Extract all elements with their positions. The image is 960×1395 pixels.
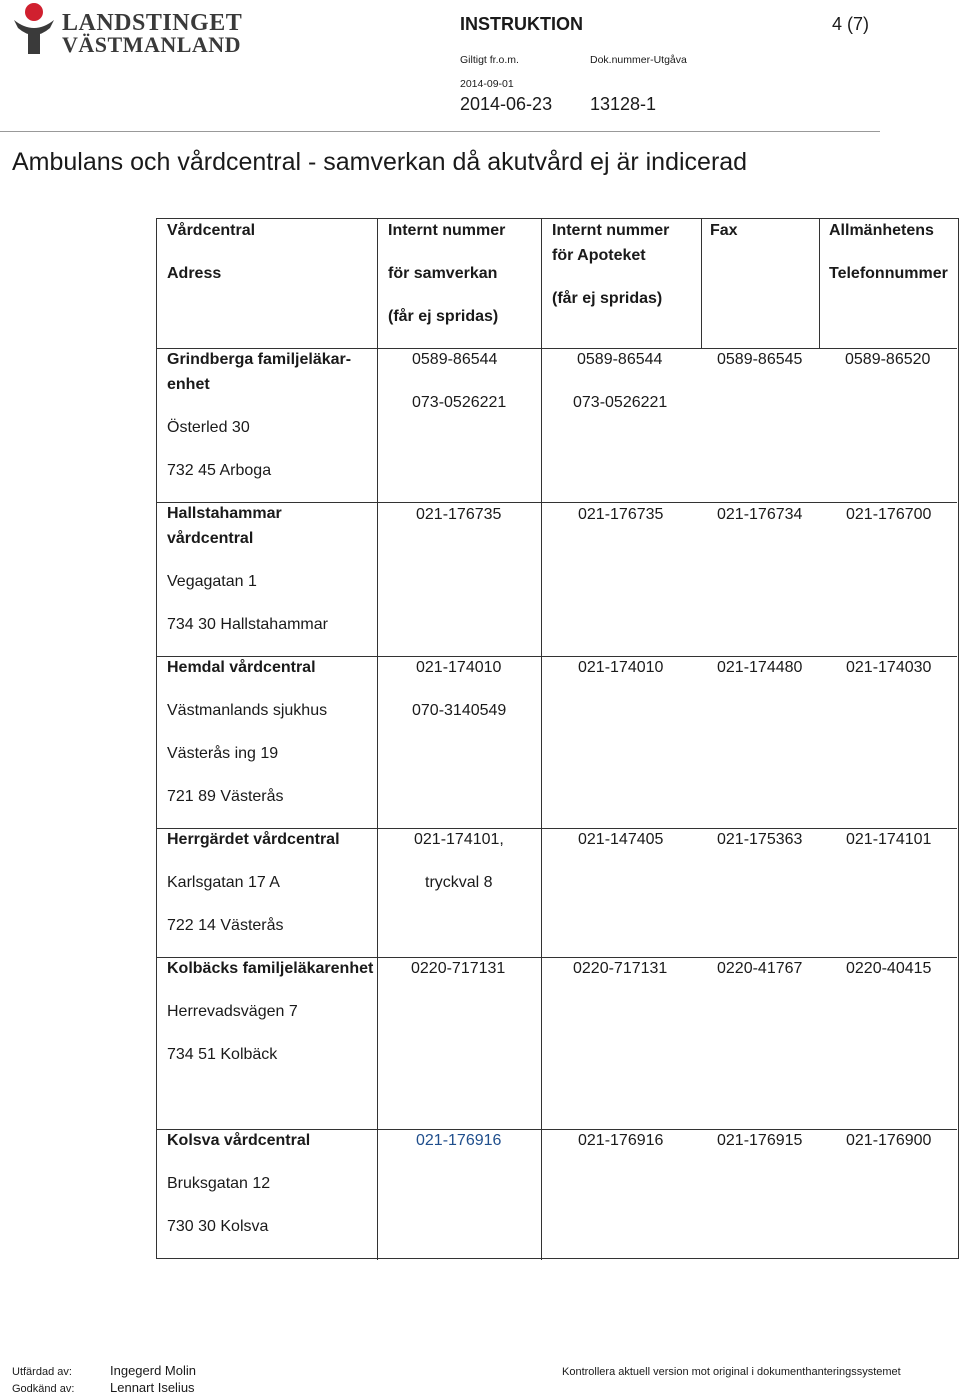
logo-text-line1: LANDSTINGET: [62, 10, 243, 36]
column-header-adress: Adress: [167, 265, 222, 282]
contact-table: [156, 218, 959, 1259]
row-public-number: 021-174030: [846, 659, 932, 676]
version-notice: Kontrollera aktuell version mot original i dokumenthanteringssystemet: [562, 1366, 901, 1378]
logo-text-line2: VÄSTMANLAND: [62, 32, 242, 57]
column-header-internal: (får ej spridas): [388, 308, 499, 325]
valid-from-label: Giltigt fr.o.m.: [460, 54, 519, 66]
row-fax: 0589-86545: [717, 351, 803, 368]
column-divider: [819, 219, 820, 349]
row-pharmacy-number: 021-176916: [578, 1132, 664, 1149]
row-name: vårdcentral: [167, 530, 254, 547]
row-address: Österled 30: [167, 419, 250, 436]
row-name: Grindberga familjeläkar-: [167, 351, 352, 368]
row-public-number: 021-174101: [846, 831, 932, 848]
row-public-number: 0589-86520: [845, 351, 931, 368]
row-divider: [157, 828, 957, 829]
row-address: 734 30 Hallstahammar: [167, 616, 328, 633]
row-address: Bruksgatan 12: [167, 1175, 271, 1192]
row-fax: 0220-41767: [717, 960, 803, 977]
column-header-vardcentral: Vårdcentral: [167, 222, 256, 239]
row-address: 730 30 Kolsva: [167, 1218, 269, 1235]
row-internal-number-link[interactable]: 021-176916: [416, 1132, 502, 1149]
row-address: 732 45 Arboga: [167, 462, 272, 479]
row-divider: [157, 348, 957, 349]
row-address: Herrevadsvägen 7: [167, 1003, 298, 1020]
row-divider: [157, 656, 957, 657]
row-divider: [157, 1129, 957, 1130]
row-fax: 021-175363: [717, 831, 803, 848]
row-internal-number: 0589-86544: [412, 351, 498, 368]
row-internal-number: tryckval 8: [425, 874, 493, 891]
column-header-internal: Internt nummer: [388, 222, 506, 239]
row-pharmacy-number: 073-0526221: [573, 394, 668, 411]
document-number-label: Dok.nummer-Utgåva: [590, 54, 687, 66]
row-name: Kolbäcks familjeläkarenhet: [167, 960, 374, 977]
column-header-internal: för samverkan: [388, 265, 498, 282]
row-name: Hemdal vårdcentral: [167, 659, 316, 676]
issued-by-name: Ingegerd Molin: [110, 1363, 196, 1378]
row-internal-number: 021-174101,: [414, 831, 504, 848]
column-header-pharmacy: Internt nummer: [552, 222, 670, 239]
column-header-public: Allmänhetens: [829, 222, 934, 239]
row-fax: 021-176734: [717, 506, 803, 523]
row-fax: 021-176915: [717, 1132, 803, 1149]
column-header-pharmacy: för Apoteket: [552, 247, 646, 264]
row-internal-number: 0220-717131: [411, 960, 506, 977]
row-address: 721 89 Västerås: [167, 788, 284, 805]
column-header-pharmacy: (får ej spridas): [552, 290, 663, 307]
row-address: Västmanlands sjukhus: [167, 702, 328, 719]
logo-emblem-icon: [10, 2, 58, 56]
column-header-public: Telefonnummer: [829, 265, 948, 282]
column-header-fax: Fax: [710, 222, 738, 239]
row-pharmacy-number: 021-174010: [578, 659, 664, 676]
row-name: Herrgärdet vårdcentral: [167, 831, 340, 848]
row-internal-number: 070-3140549: [412, 702, 507, 719]
column-divider: [541, 219, 542, 1260]
row-address: 734 51 Kolbäck: [167, 1046, 278, 1063]
document-date: 2014-06-23: [460, 94, 553, 114]
row-name: enhet: [167, 376, 210, 393]
valid-from-value: 2014-09-01: [460, 78, 514, 90]
document-number: 13128-1: [590, 94, 657, 114]
row-internal-number: 073-0526221: [412, 394, 507, 411]
row-name: Kolsva vårdcentral: [167, 1132, 311, 1149]
row-pharmacy-number: 0589-86544: [577, 351, 663, 368]
row-public-number: 021-176700: [846, 506, 932, 523]
row-pharmacy-number: 021-176735: [578, 506, 664, 523]
row-public-number: 021-176900: [846, 1132, 932, 1149]
issued-by-label: Utfärdad av:: [12, 1366, 72, 1378]
landstinget-logo: [10, 0, 243, 57]
row-name: Hallstahammar: [167, 505, 282, 522]
row-divider: [157, 957, 957, 958]
header-divider: [0, 131, 880, 132]
page-number: 4 (7): [832, 14, 870, 34]
row-address: Karlsgatan 17 A: [167, 874, 280, 891]
page-title: Ambulans och vårdcentral - samverkan då akutvård ej är indicerad: [12, 148, 748, 176]
row-pharmacy-number: 0220-717131: [573, 960, 668, 977]
row-address: Vegagatan 1: [167, 573, 257, 590]
row-address: Västerås ing 19: [167, 745, 279, 762]
approved-by-label: Godkänd av:: [12, 1383, 75, 1395]
column-divider: [377, 219, 378, 1260]
document-type: INSTRUKTION: [460, 14, 583, 34]
row-internal-number: 021-174010: [416, 659, 502, 676]
row-divider: [157, 502, 957, 503]
row-pharmacy-number: 021-147405: [578, 831, 664, 848]
approved-by-name: Lennart Iselius: [110, 1380, 195, 1395]
column-divider: [701, 219, 702, 349]
row-internal-number: 021-176735: [416, 506, 502, 523]
row-fax: 021-174480: [717, 659, 803, 676]
row-public-number: 0220-40415: [846, 960, 932, 977]
row-address: 722 14 Västerås: [167, 917, 284, 934]
